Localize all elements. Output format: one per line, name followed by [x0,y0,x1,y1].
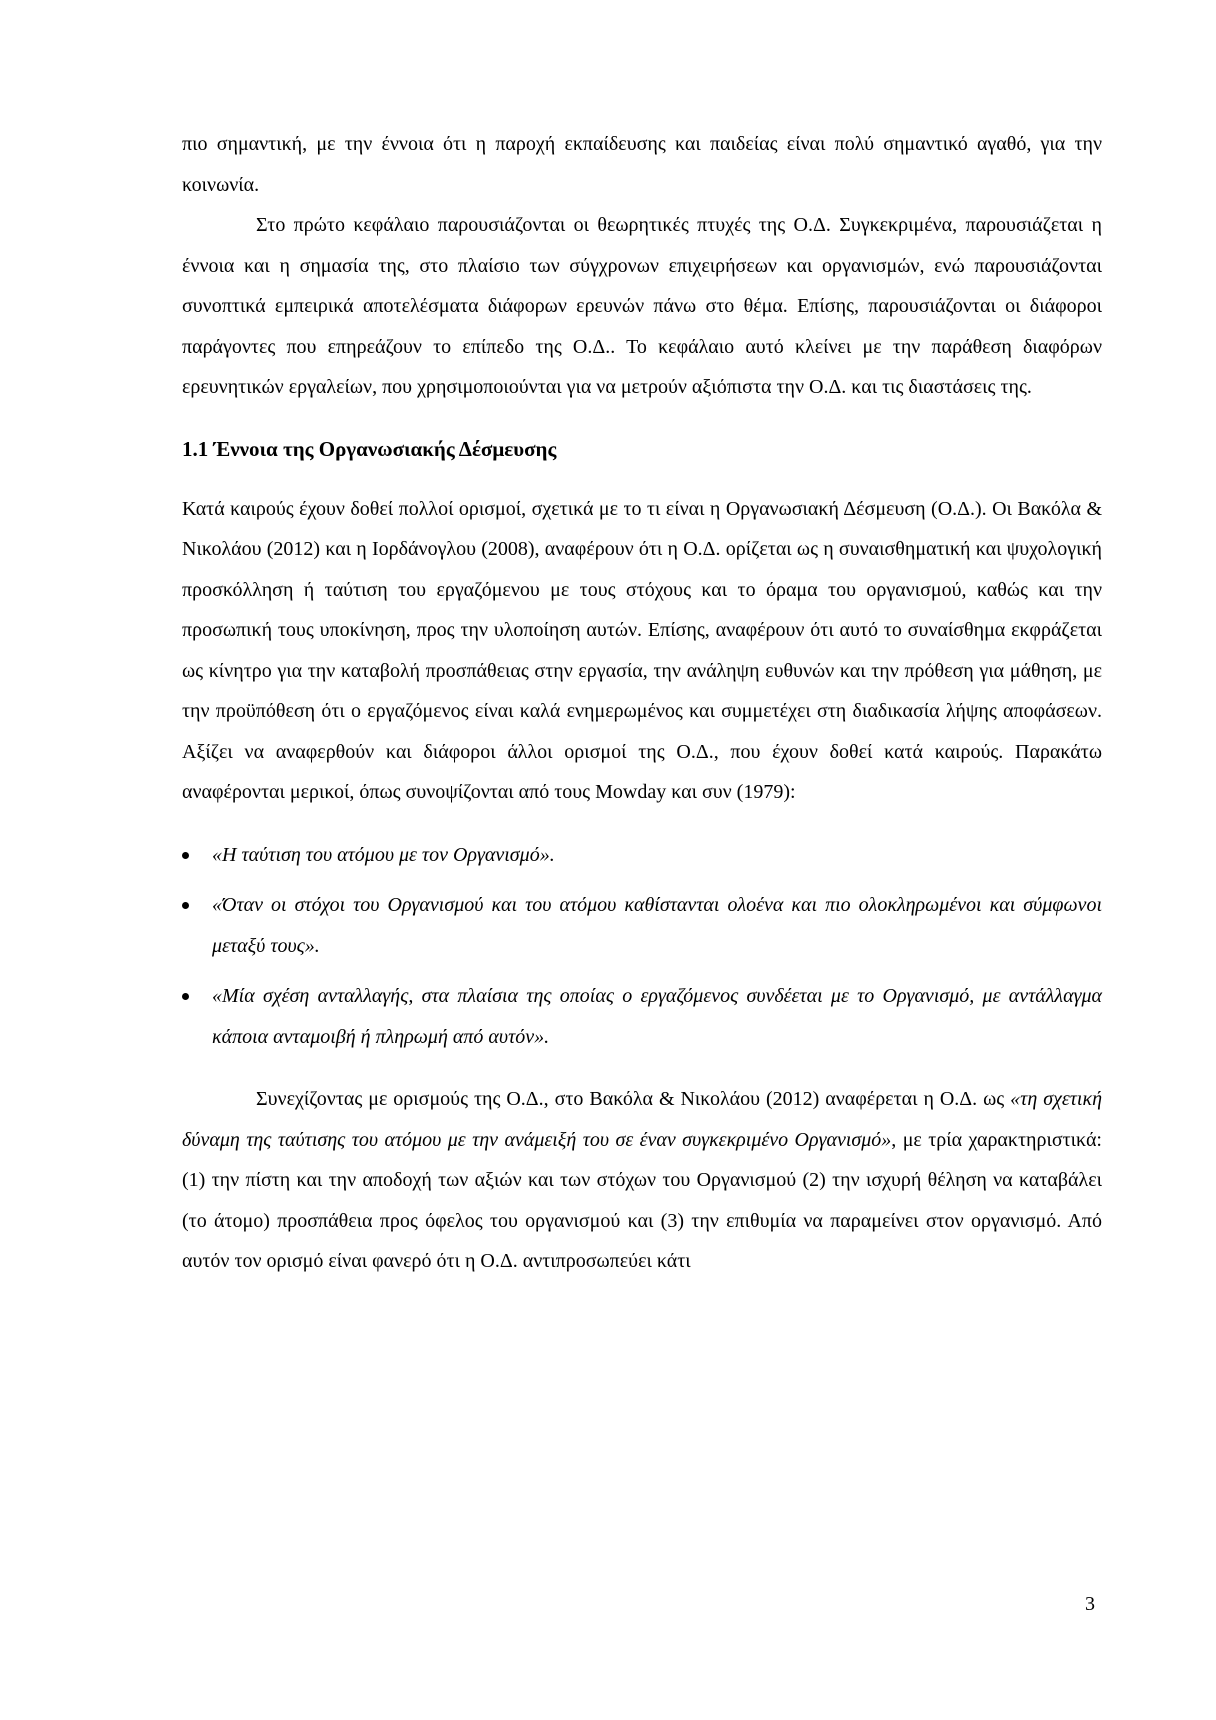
section-heading: 1.1 Έννοια της Οργανωσιακής Δέσμευσης [182,436,557,461]
list-item-text: «Η ταύτιση του ατόμου με τον Οργανισμό». [212,843,555,866]
bullet-icon [182,993,189,1000]
paragraph-continuation: πιο σημαντική, με την έννοια ότι η παροχή εκπαίδευσης και παιδείας είναι πολύ σημαντικό αγαθό, για την κοινωνία. [182,133,1102,196]
quoted-definition: «τη σχετική δύναμη της ταύτισης του ατόμου με την ανάμειξή του σε έναν συγκεκριμένο Οργανισμό» [182,1088,1102,1151]
list-item-text: «Μία σχέση ανταλλαγής, στα πλαίσια της οποίας ο εργαζόμενος συνδέεται με το Οργανισμό, με αντάλλαγμα κάποια ανταμοιβή ή πληρωμή από αυτόν». [212,985,1102,1048]
list-item [182,835,1102,876]
paragraph-lead-text: Συνεχίζοντας με ορισμούς της Ο.Δ., στο Βακόλα & Νικολάου (2012) αναφέρεται η Ο.Δ. ως [256,1088,1011,1110]
paragraph-definitions: Κατά καιρούς έχουν δοθεί πολλοί ορισμοί, σχετικά με το τι είναι η Οργανωσιακή Δέσμευση (Ο.Δ.). Οι Βακόλα & Νικολάου (2012) και η Ιορδάνογλου (2008), αναφέρουν ότι η Ο.Δ. ορίζεται ως η συναισθηματική και ψυχολογική προσκόλληση ή ταύτιση του εργαζόμενου με τους στόχους και το όραμα του οργανισμού, καθώς και την προσωπική τους υποκίνηση, προς την υλοποίηση αυτών. Επίσης, αναφέρουν ότι αυτό το συναίσθημα εκφράζεται ως κίνητρο για την καταβολή προσπάθειας στην εργασία, την ανάληψη ευθυνών και την πρόθεση για μάθηση, με την προϋπόθεση ότι ο εργαζόμενος είναι καλά ενημερωμένος και συμμετέχει στη διαδικασία λήψης αποφάσεων. Αξίζει να αναφερθούν και διάφοροι άλλοι ορισμοί της Ο.Δ., που έχουν δοθεί κατά καιρούς. Παρακάτω αναφέρονται μερικοί, όπως συνοψίζονται από τους Mowday και συν (1979): [182,497,1102,803]
bullet-icon [182,852,189,859]
page-body [182,124,1102,1282]
paragraph-continued-definitions [182,1079,1102,1282]
definition-list [182,835,1102,1058]
list-item [182,885,1102,966]
list-item-text: «Όταν οι στόχοι του Οργανισμού και του ατόμου καθίστανται ολοένα και πιο ολοκληρωμένοι και σύμφωνοι μεταξύ τους». [212,894,1102,957]
bullet-icon [182,902,189,909]
page-number: 3 [1085,1593,1095,1615]
list-item [182,976,1102,1057]
paragraph-rest-text: , με τρία χαρακτηριστικά: (1) την πίστη και την αποδοχή των αξιών και των στόχων του Οργανισμού (2) την ισχυρή θέληση να καταβάλει (το άτομο) προσπάθεια προς όφελος του οργανισμού και (3) την επιθυμία να παραμείνει στον οργανισμό. Από αυτόν τον ορισμό είναι φανερό ότι η Ο.Δ. αντιπροσωπεύει κάτι [182,1128,1102,1272]
paragraph-chapter-overview: Στο πρώτο κεφάλαιο παρουσιάζονται οι θεωρητικές πτυχές της Ο.Δ. Συγκεκριμένα, παρουσιάζεται η έννοια και η σημασία της, στο πλαίσιο των σύγχρονων επιχειρήσεων και οργανισμών, ενώ παρουσιάζονται συνοπτικά εμπειρικά αποτελέσματα διάφορων ερευνών πάνω στο θέμα. Επίσης, παρουσιάζονται οι διάφοροι παράγοντες που επηρεάζουν το επίπεδο της Ο.Δ.. Το κεφάλαιο αυτό κλείνει με την παράθεση διαφόρων ερευνητικών εργαλείων, που χρησιμοποιούνται για να μετρούν αξιόπιστα την Ο.Δ. και τις διαστάσεις της. [182,214,1102,398]
